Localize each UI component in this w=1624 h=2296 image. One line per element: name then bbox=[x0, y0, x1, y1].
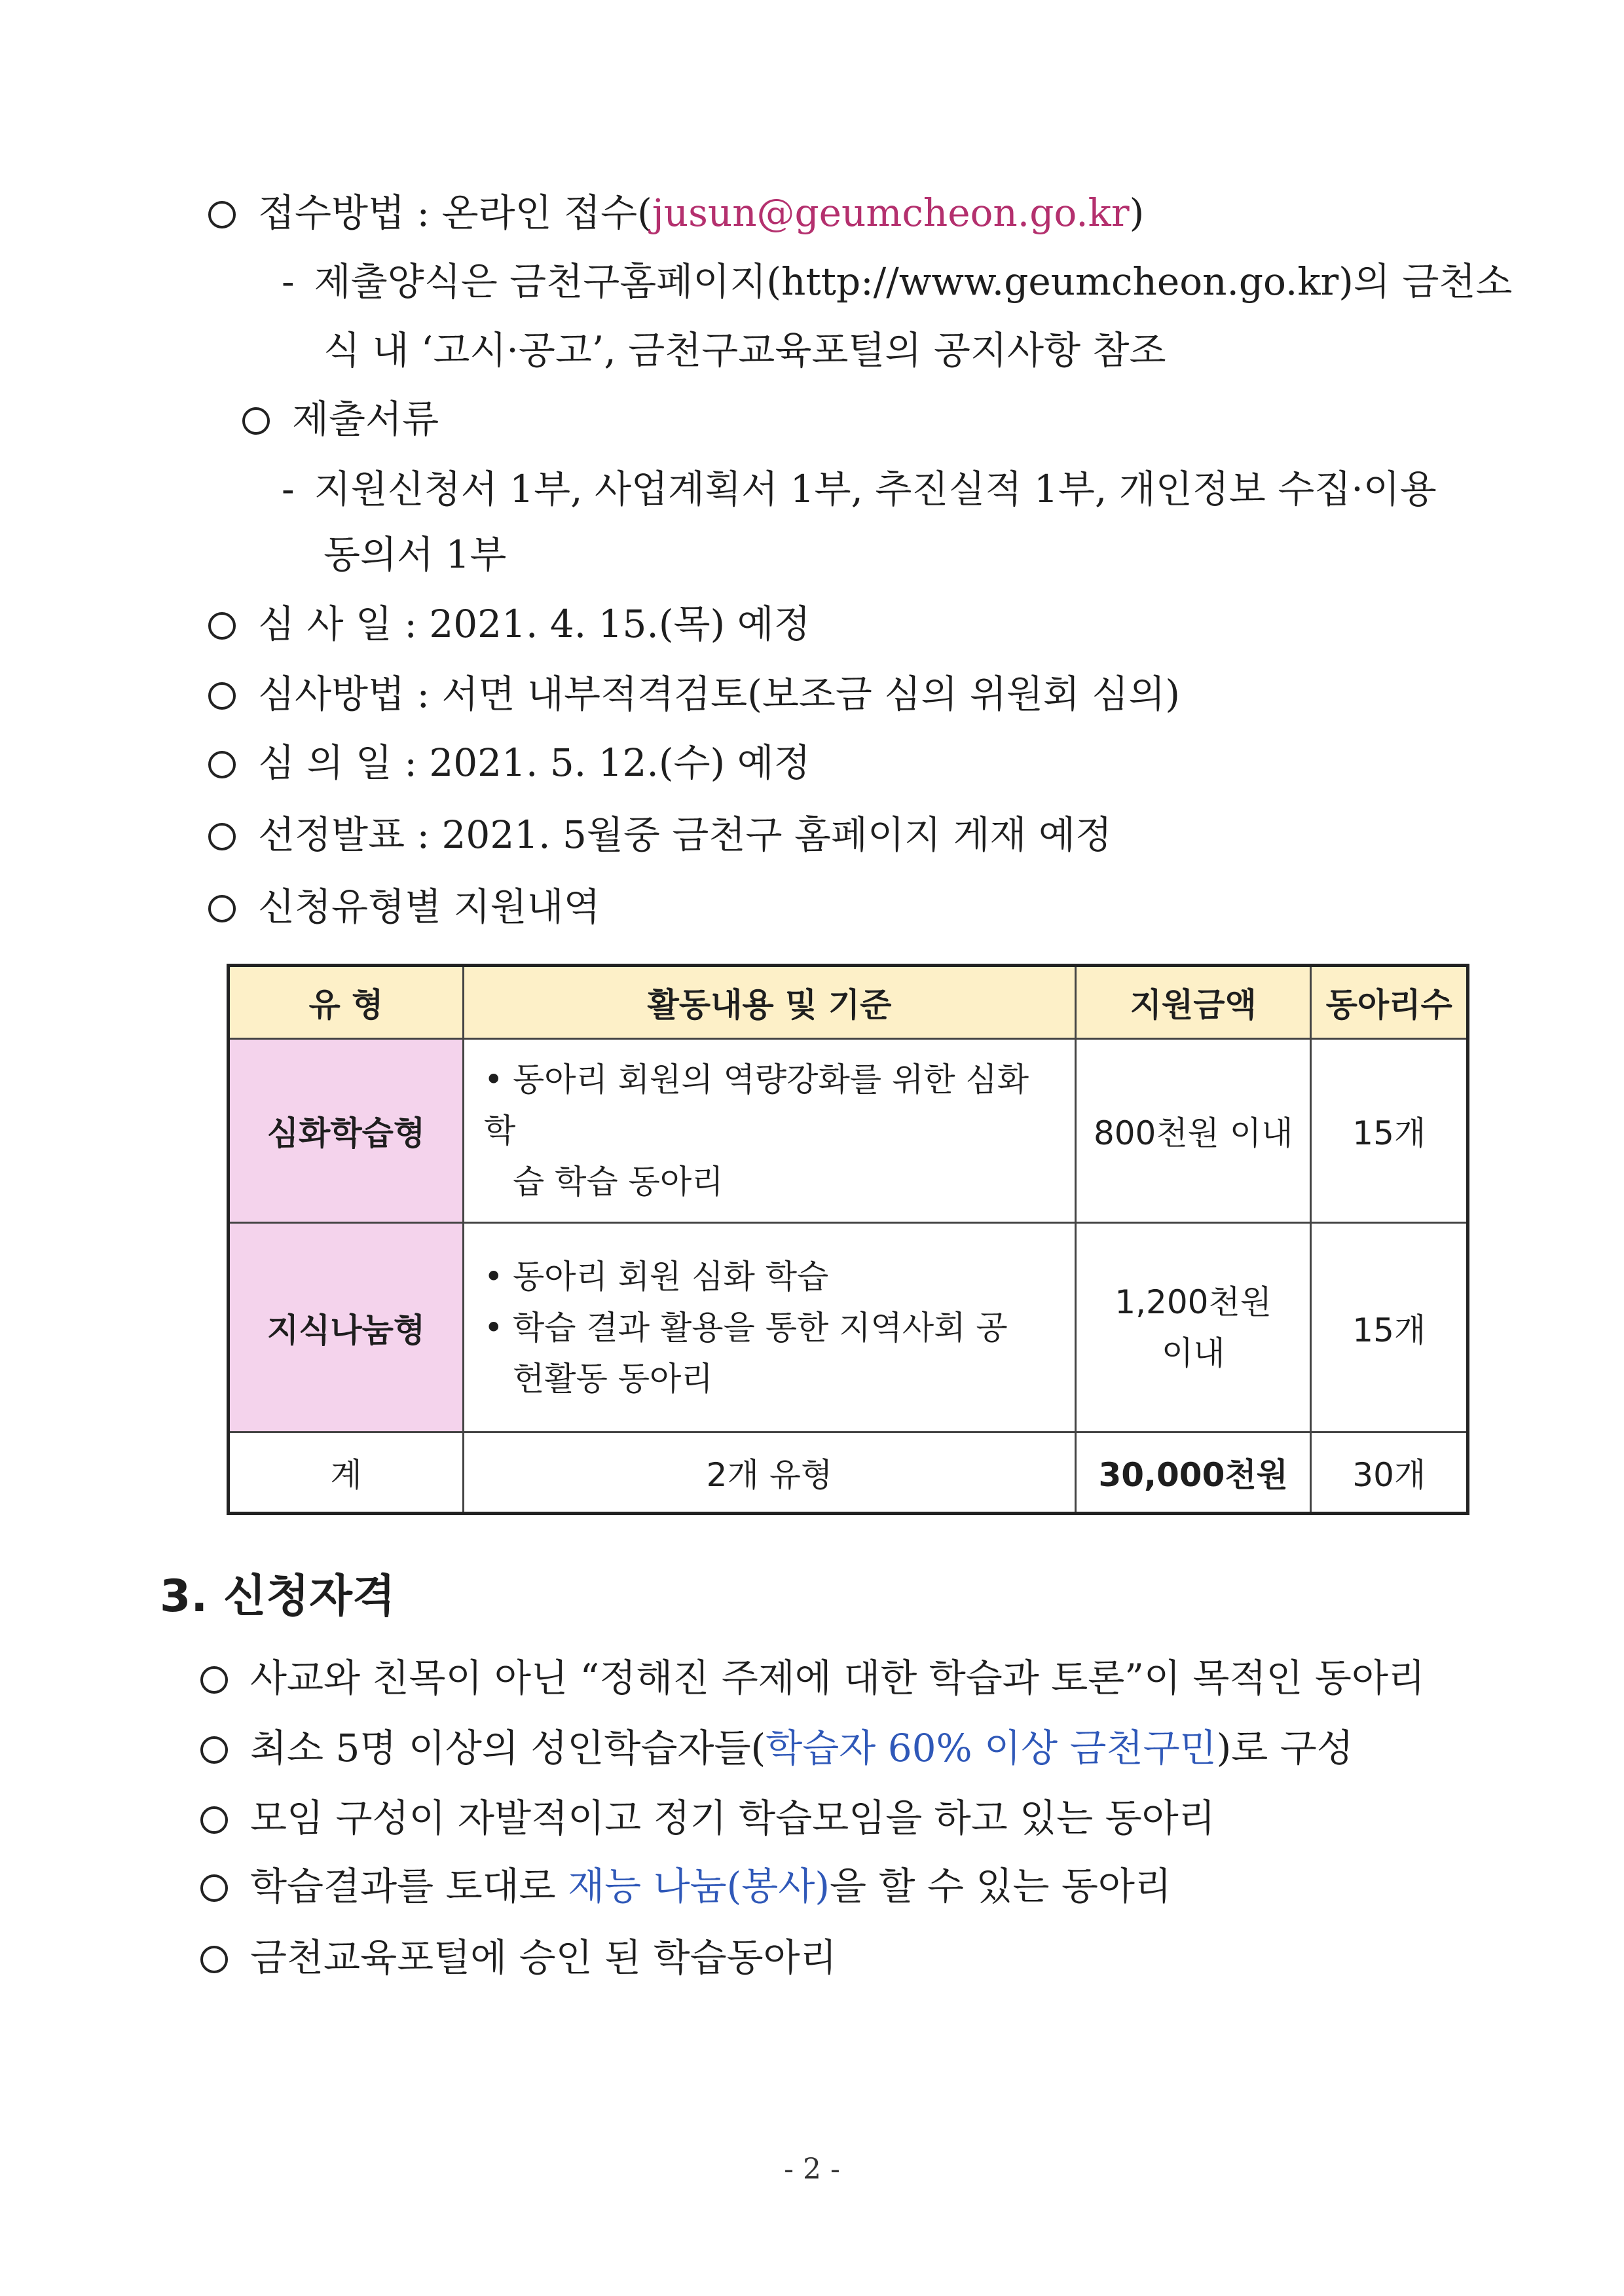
header-type: 유 형 bbox=[229, 966, 464, 1039]
qualification-item-1: 사교와 친목이 아닌 “정해진 주제에 대한 학습과 토론”이 목적인 동아리 bbox=[200, 1655, 1425, 1701]
table-header-row bbox=[229, 966, 1468, 1039]
circle-bullet-icon bbox=[200, 1946, 228, 1973]
row-amount: 800천원 이내 bbox=[1075, 1039, 1311, 1223]
total-content: 2개 유형 bbox=[463, 1432, 1075, 1514]
circle-bullet-icon bbox=[208, 895, 236, 922]
documents-heading: 제출서류 bbox=[242, 396, 439, 442]
row-content: • 동아리 회원의 역량강화를 위한 심화학 습 학습 동아리 bbox=[463, 1039, 1075, 1223]
row-amount: 1,200천원 이내 bbox=[1075, 1223, 1311, 1432]
row-count: 15개 bbox=[1311, 1223, 1468, 1432]
application-email: jusun@geumcheon.go.kr bbox=[652, 191, 1130, 235]
circle-bullet-icon bbox=[208, 682, 236, 710]
review-method: 심사방법 : 서면 내부적격검토(보조금 심의 위원회 심의) bbox=[208, 671, 1180, 717]
header-content: 활동내용 및 기준 bbox=[463, 966, 1075, 1039]
page-number: - 2 - bbox=[784, 2153, 840, 2186]
support-by-type-heading: 신청유형별 지원내역 bbox=[208, 884, 600, 930]
bullet-dot-icon: • bbox=[483, 1257, 504, 1296]
section-title: 3. 신청자격 bbox=[160, 1571, 396, 1622]
row-type: 지식나눔형 bbox=[229, 1223, 464, 1432]
qualification-item-3: 모임 구성이 자발적이고 정기 학습모임을 하고 있는 동아리 bbox=[200, 1795, 1215, 1841]
circle-bullet-icon bbox=[200, 1806, 228, 1834]
format-line-1: - 제출양식은 금천구홈페이지(http://www.geumcheon.go.kr)의 금천소 bbox=[282, 259, 1513, 304]
documents-line-1: - 지원신청서 1부, 사업계획서 1부, 추진실적 1부, 개인정보 수집·이용 bbox=[282, 467, 1437, 511]
circle-bullet-icon bbox=[208, 612, 236, 640]
circle-bullet-icon bbox=[200, 1874, 228, 1902]
qualification-item-5: 금천교육포털에 승인 된 학습동아리 bbox=[200, 1935, 837, 1980]
circle-bullet-icon bbox=[200, 1666, 228, 1694]
bullet-dot-icon: • bbox=[483, 1308, 504, 1347]
format-line-2: 식 내 ‘고시·공고’, 금천구교육포털의 공지사항 참조 bbox=[323, 328, 1166, 373]
table-total-row bbox=[229, 1432, 1468, 1514]
row-type: 심화학습형 bbox=[229, 1039, 464, 1223]
total-amount: 30,000천원 bbox=[1075, 1432, 1311, 1514]
header-count: 동아리수 bbox=[1311, 966, 1468, 1039]
header-amount: 지원금액 bbox=[1075, 966, 1311, 1039]
circle-bullet-icon bbox=[242, 407, 270, 435]
row-count: 15개 bbox=[1311, 1039, 1468, 1223]
qualification-item-2: 최소 5명 이상의 성인학습자들(학습자 60% 이상 금천구민)로 구성 bbox=[200, 1725, 1354, 1771]
review-date: 심 사 일 : 2021. 4. 15.(목) 예정 bbox=[208, 601, 811, 647]
announcement: 선정발표 : 2021. 5월중 금천구 홈페이지 게재 예정 bbox=[208, 812, 1112, 858]
circle-bullet-icon bbox=[200, 1736, 228, 1764]
circle-bullet-icon bbox=[208, 751, 236, 778]
application-method: 접수방법 : 온라인 접수(jusun@geumcheon.go.kr) bbox=[208, 190, 1144, 236]
support-table bbox=[227, 964, 1469, 1515]
row-content: • 동아리 회원 심화 학습 • 학습 결과 활용을 통한 지역사회 공 헌활동 동아리 bbox=[463, 1223, 1075, 1432]
documents-line-2: 동의서 1부 bbox=[323, 532, 507, 577]
table-row bbox=[229, 1223, 1468, 1432]
total-label: 계 bbox=[229, 1432, 464, 1514]
circle-bullet-icon bbox=[208, 201, 236, 228]
qualification-item-4: 학습결과를 토대로 재능 나눔(봉사)을 할 수 있는 동아리 bbox=[200, 1863, 1172, 1909]
total-count: 30개 bbox=[1311, 1432, 1468, 1514]
table-row bbox=[229, 1039, 1468, 1223]
deliberation-date: 심 의 일 : 2021. 5. 12.(수) 예정 bbox=[208, 740, 811, 786]
bullet-dot-icon: • bbox=[483, 1061, 504, 1099]
circle-bullet-icon bbox=[208, 823, 236, 850]
